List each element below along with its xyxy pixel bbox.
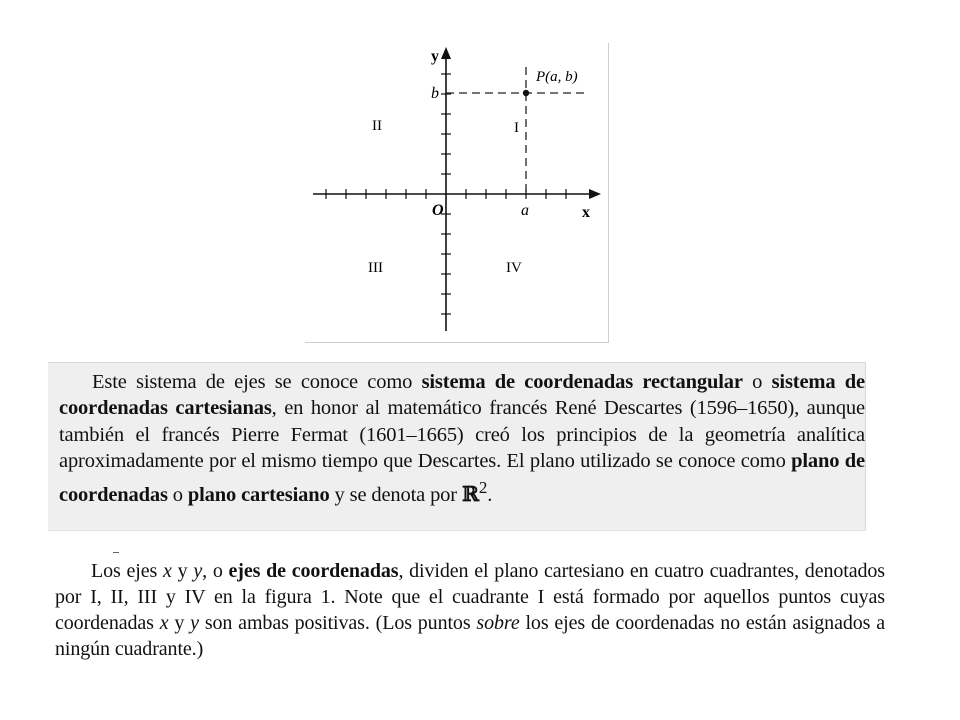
- definition-text-block: [48, 362, 866, 531]
- term-coordinate-axes: ejes de coordenadas: [228, 560, 399, 582]
- y-axis-label: y: [431, 48, 439, 65]
- p1-text-1: Este sistema de ejes se conoce como: [92, 371, 422, 393]
- p2-text-5: y: [168, 612, 191, 634]
- y-axis-arrow: [441, 47, 451, 59]
- var-y-2: y: [190, 612, 199, 634]
- term-rectangular-system: sistema de coordenadas rectangular: [421, 371, 743, 393]
- b-label: b: [431, 85, 439, 102]
- p2-text-4: , dividen el plano cartesiano en cuatro cuadrantes, denotados por I, II, III y IV en la figura 1. Note que el cuadrante I está formado por aquellos puntos cuyas coordenadas: [55, 560, 885, 634]
- p2-text-3: , o: [202, 560, 229, 582]
- reals-exponent: 2: [478, 477, 488, 497]
- term-coordinate-plane: plano de coordenadas: [59, 450, 865, 506]
- emphasis-sobre: sobre: [476, 612, 520, 634]
- a-label: a: [521, 202, 529, 219]
- p1-text-5: y se denota por: [329, 483, 462, 506]
- term-cartesian-system: sistema de coordenadas cartesianas: [59, 371, 865, 420]
- x-axis-arrow: [589, 189, 601, 199]
- p1-text-2: o: [742, 371, 772, 393]
- quadrant-i-label: I: [514, 120, 519, 136]
- coordinate-axes-diagram: [305, 43, 608, 342]
- var-x-2: x: [159, 612, 169, 634]
- p2-text-6: son ambas positivas. (Los puntos: [198, 612, 477, 634]
- quadrant-iii-label: III: [368, 260, 383, 276]
- p1-text-4: o: [167, 483, 188, 506]
- var-x: x: [163, 560, 172, 582]
- cartesian-plane-figure: [305, 43, 609, 343]
- p2-text-1: Los ejes: [91, 560, 164, 582]
- point-p: [523, 90, 529, 96]
- reals-symbol: ℝ: [461, 481, 479, 506]
- p1-text-6: .: [487, 483, 493, 506]
- p1-text-3: , en honor al matemático francés René Descartes (1596–1650), aunque también el francés Pierre Fermat (1601–1665) creó los principios de la geometría analítica aproximadamente por el mismo tiempo que Descartes. El plano utilizado se conoce como: [59, 397, 865, 473]
- point-p-label: P(a, b): [536, 69, 578, 85]
- quadrant-iv-label: IV: [506, 260, 522, 276]
- p2-text-7: los ejes de coordenadas no están asignados a ningún cuadrante.): [55, 612, 885, 660]
- paragraph-quadrants: [55, 558, 885, 662]
- term-cartesian-plane: plano cartesiano: [187, 483, 330, 506]
- quadrant-ii-label: II: [372, 118, 382, 134]
- scan-mark: [113, 552, 119, 553]
- p2-text-2: y: [171, 560, 194, 582]
- var-y: y: [193, 560, 203, 582]
- origin-label: O: [432, 202, 444, 219]
- x-axis-label: x: [582, 204, 590, 221]
- paragraph-cartesian-system: [59, 369, 865, 508]
